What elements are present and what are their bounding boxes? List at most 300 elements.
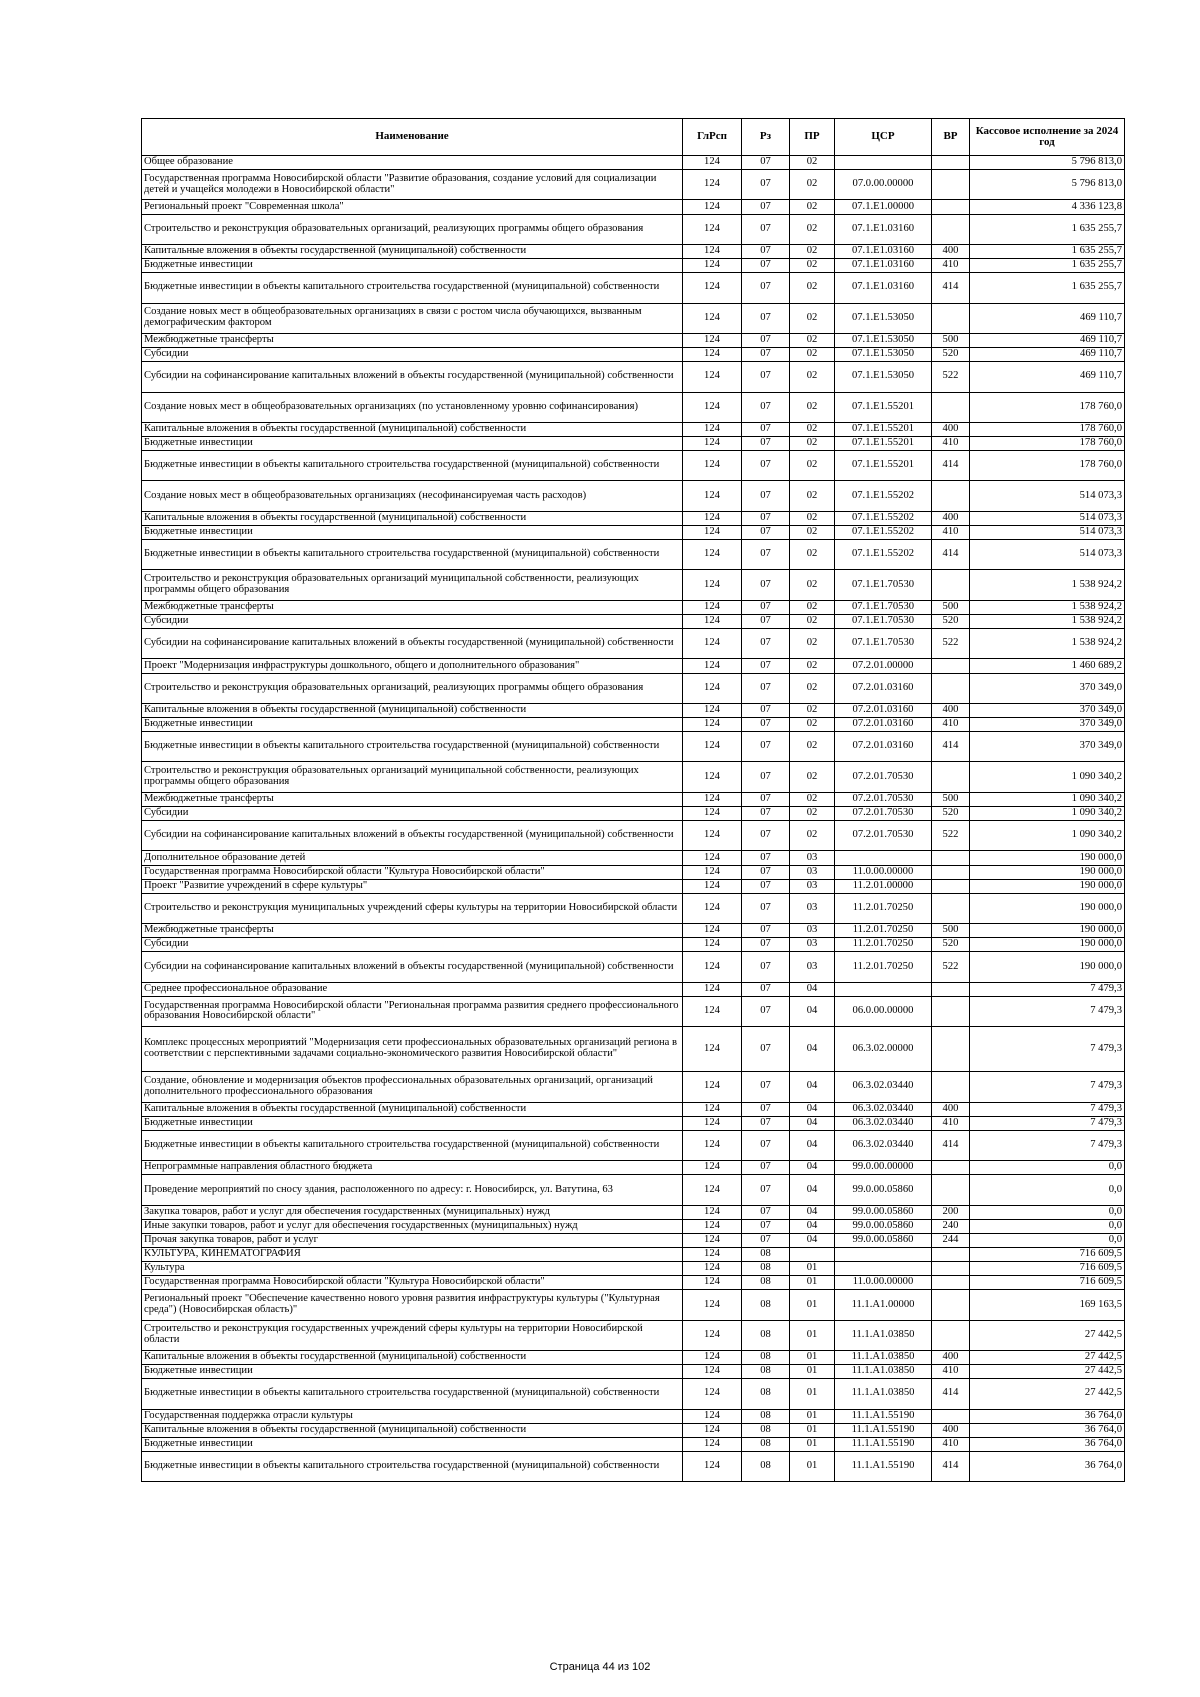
cell-amount: 514 073,3	[970, 481, 1125, 511]
cell-csr: 07.2.01.00000	[835, 659, 932, 673]
table-row	[142, 214, 1125, 244]
table-row	[142, 1205, 1125, 1219]
cell-rz: 07	[742, 851, 790, 865]
table-row	[142, 924, 1125, 938]
table-row	[142, 659, 1125, 673]
cell-vr: 522	[932, 362, 970, 392]
cell-csr: 11.0.00.00000	[835, 865, 932, 879]
cell-amount: 716 609,5	[970, 1247, 1125, 1261]
cell-csr: 07.2.01.03160	[835, 673, 932, 703]
cell-name: Государственная программа Новосибирской области "Культура Новосибирской области"	[142, 865, 683, 879]
cell-pr: 04	[790, 1161, 835, 1175]
table-row	[142, 1365, 1125, 1379]
cell-vr	[932, 982, 970, 996]
table-row	[142, 570, 1125, 600]
cell-name: Создание новых мест в общеобразовательных организациях в связи с ростом числа обучающихся, вызванным демографическим фактором	[142, 303, 683, 333]
table-row	[142, 1116, 1125, 1130]
cell-rz: 07	[742, 952, 790, 982]
cell-name: Строительство и реконструкция образовательных организаций муниципальной собственности, реализующих программы общего образования	[142, 570, 683, 600]
cell-name: Межбюджетные трансферты	[142, 600, 683, 614]
cell-vr	[932, 303, 970, 333]
cell-pr: 02	[790, 703, 835, 717]
cell-csr: 07.1.E1.55201	[835, 422, 932, 436]
cell-glrsp: 124	[683, 1219, 742, 1233]
header-rz: Рз	[742, 119, 790, 156]
cell-glrsp: 124	[683, 1350, 742, 1364]
cell-pr: 03	[790, 851, 835, 865]
cell-rz: 07	[742, 659, 790, 673]
cell-name: Государственная программа Новосибирской области "Развитие образования, создание условий для социализации детей и учащейся молодежи в Новосибирской области"	[142, 170, 683, 200]
cell-glrsp: 124	[683, 525, 742, 539]
cell-rz: 07	[742, 1027, 790, 1072]
cell-name: Создание новых мест в общеобразовательных организациях (по установленному уровню софинансирования)	[142, 392, 683, 422]
cell-rz: 08	[742, 1437, 790, 1451]
cell-amount: 370 349,0	[970, 703, 1125, 717]
cell-rz: 07	[742, 451, 790, 481]
cell-csr: 99.0.00.05860	[835, 1219, 932, 1233]
table-row	[142, 1350, 1125, 1364]
cell-amount: 0,0	[970, 1205, 1125, 1219]
cell-csr: 11.1.A1.00000	[835, 1290, 932, 1320]
cell-csr: 07.1.E1.03160	[835, 259, 932, 273]
cell-pr: 02	[790, 451, 835, 481]
cell-glrsp: 124	[683, 1437, 742, 1451]
cell-csr: 07.2.01.03160	[835, 732, 932, 762]
cell-rz: 08	[742, 1247, 790, 1261]
cell-rz: 07	[742, 511, 790, 525]
cell-vr	[932, 865, 970, 879]
table-row	[142, 1219, 1125, 1233]
cell-pr: 01	[790, 1423, 835, 1437]
cell-csr: 11.2.01.70250	[835, 938, 932, 952]
cell-name: Субсидии на софинансирование капитальных вложений в объекты государственной (муниципальной) собственности	[142, 952, 683, 982]
cell-pr: 04	[790, 1027, 835, 1072]
cell-amount: 7 479,3	[970, 1116, 1125, 1130]
cell-rz: 07	[742, 762, 790, 792]
table-row	[142, 1233, 1125, 1247]
cell-name: Капитальные вложения в объекты государственной (муниципальной) собственности	[142, 703, 683, 717]
cell-glrsp: 124	[683, 1233, 742, 1247]
cell-rz: 07	[742, 362, 790, 392]
cell-amount: 514 073,3	[970, 540, 1125, 570]
cell-csr: 07.2.01.70530	[835, 821, 932, 851]
cell-csr: 07.2.01.70530	[835, 792, 932, 806]
cell-amount: 5 796 813,0	[970, 156, 1125, 170]
cell-amount: 7 479,3	[970, 1072, 1125, 1102]
table-row	[142, 259, 1125, 273]
table-row	[142, 851, 1125, 865]
table-row	[142, 200, 1125, 214]
cell-rz: 08	[742, 1409, 790, 1423]
cell-amount: 0,0	[970, 1175, 1125, 1205]
cell-pr: 03	[790, 865, 835, 879]
cell-pr: 01	[790, 1350, 835, 1364]
cell-amount: 370 349,0	[970, 732, 1125, 762]
cell-glrsp: 124	[683, 244, 742, 258]
table-row	[142, 879, 1125, 893]
cell-vr: 520	[932, 614, 970, 628]
cell-glrsp: 124	[683, 659, 742, 673]
cell-glrsp: 124	[683, 952, 742, 982]
cell-rz: 07	[742, 600, 790, 614]
table-row	[142, 525, 1125, 539]
cell-csr	[835, 156, 932, 170]
cell-name: Бюджетные инвестиции в объекты капитального строительства государственной (муниципальной) собственности	[142, 451, 683, 481]
cell-name: Строительство и реконструкция образовательных организаций муниципальной собственности, реализующих программы общего образования	[142, 762, 683, 792]
cell-name: Непрограммные направления областного бюджета	[142, 1161, 683, 1175]
cell-csr: 07.1.E1.70530	[835, 600, 932, 614]
cell-amount: 1 538 924,2	[970, 570, 1125, 600]
cell-rz: 07	[742, 806, 790, 820]
table-row	[142, 1247, 1125, 1261]
table-row	[142, 1437, 1125, 1451]
table-row	[142, 1409, 1125, 1423]
cell-amount: 469 110,7	[970, 303, 1125, 333]
cell-rz: 07	[742, 996, 790, 1026]
cell-vr: 400	[932, 703, 970, 717]
cell-amount: 7 479,3	[970, 996, 1125, 1026]
cell-name: Капитальные вложения в объекты государственной (муниципальной) собственности	[142, 1350, 683, 1364]
cell-name: Бюджетные инвестиции	[142, 718, 683, 732]
cell-glrsp: 124	[683, 348, 742, 362]
cell-pr: 03	[790, 924, 835, 938]
cell-pr: 02	[790, 200, 835, 214]
cell-rz: 07	[742, 1161, 790, 1175]
cell-name: Бюджетные инвестиции	[142, 259, 683, 273]
table-row	[142, 362, 1125, 392]
cell-pr: 04	[790, 996, 835, 1026]
cell-name: Капитальные вложения в объекты государственной (муниципальной) собственности	[142, 1423, 683, 1437]
cell-name: Бюджетные инвестиции в объекты капитального строительства государственной (муниципальной) собственности	[142, 1451, 683, 1481]
table-row	[142, 732, 1125, 762]
cell-name: Комплекс процессных мероприятий "Модернизация сети профессиональных образовательных организаций региона в соответствии с перспективными задачами социально-экономического развития Новосибирской области"	[142, 1027, 683, 1072]
cell-csr: 07.1.E1.00000	[835, 200, 932, 214]
cell-rz: 07	[742, 718, 790, 732]
cell-pr: 02	[790, 792, 835, 806]
table-row	[142, 938, 1125, 952]
table-row	[142, 1262, 1125, 1276]
cell-csr: 99.0.00.05860	[835, 1175, 932, 1205]
cell-pr: 02	[790, 244, 835, 258]
cell-amount: 716 609,5	[970, 1262, 1125, 1276]
table-row	[142, 1276, 1125, 1290]
cell-vr	[932, 879, 970, 893]
cell-name: Создание новых мест в общеобразовательных организациях (несофинансируемая часть расходов)	[142, 481, 683, 511]
cell-csr: 11.1.A1.03850	[835, 1350, 932, 1364]
cell-name: Дополнительное образование детей	[142, 851, 683, 865]
cell-vr: 500	[932, 924, 970, 938]
cell-amount: 514 073,3	[970, 525, 1125, 539]
cell-name: Иные закупки товаров, работ и услуг для обеспечения государственных (муниципальных) нужд	[142, 1219, 683, 1233]
cell-rz: 07	[742, 673, 790, 703]
budget-execution-table	[141, 118, 1125, 1482]
cell-vr: 414	[932, 540, 970, 570]
cell-pr: 01	[790, 1437, 835, 1451]
cell-glrsp: 124	[683, 924, 742, 938]
cell-vr: 500	[932, 333, 970, 347]
cell-vr	[932, 996, 970, 1026]
cell-rz: 07	[742, 540, 790, 570]
cell-pr: 02	[790, 273, 835, 303]
table-row	[142, 952, 1125, 982]
cell-rz: 07	[742, 629, 790, 659]
cell-vr: 520	[932, 938, 970, 952]
cell-vr	[932, 1247, 970, 1261]
cell-pr: 02	[790, 481, 835, 511]
cell-pr: 03	[790, 938, 835, 952]
cell-glrsp: 124	[683, 938, 742, 952]
cell-glrsp: 124	[683, 156, 742, 170]
cell-pr: 01	[790, 1290, 835, 1320]
cell-pr: 01	[790, 1262, 835, 1276]
cell-vr	[932, 893, 970, 923]
cell-csr: 07.0.00.00000	[835, 170, 932, 200]
cell-vr	[932, 156, 970, 170]
cell-csr: 06.3.02.03440	[835, 1116, 932, 1130]
cell-name: Проведение мероприятий по сносу здания, расположенного по адресу: г. Новосибирск, ул. Ватутина, 63	[142, 1175, 683, 1205]
cell-rz: 07	[742, 1175, 790, 1205]
cell-glrsp: 124	[683, 1290, 742, 1320]
table-row	[142, 170, 1125, 200]
cell-name: Субсидии	[142, 806, 683, 820]
cell-vr	[932, 762, 970, 792]
cell-glrsp: 124	[683, 1451, 742, 1481]
cell-vr: 414	[932, 1451, 970, 1481]
cell-csr: 06.0.00.00000	[835, 996, 932, 1026]
cell-name: Региональный проект "Современная школа"	[142, 200, 683, 214]
table-row	[142, 703, 1125, 717]
cell-csr: 06.3.02.03440	[835, 1130, 932, 1160]
cell-rz: 07	[742, 821, 790, 851]
cell-glrsp: 124	[683, 362, 742, 392]
cell-glrsp: 124	[683, 879, 742, 893]
cell-name: Межбюджетные трансферты	[142, 924, 683, 938]
cell-glrsp: 124	[683, 865, 742, 879]
cell-glrsp: 124	[683, 806, 742, 820]
cell-csr: 07.1.E1.03160	[835, 244, 932, 258]
cell-amount: 7 479,3	[970, 1102, 1125, 1116]
table-row	[142, 540, 1125, 570]
cell-amount: 1 538 924,2	[970, 600, 1125, 614]
table-row	[142, 511, 1125, 525]
cell-name: Субсидии на софинансирование капитальных вложений в объекты государственной (муниципальной) собственности	[142, 821, 683, 851]
table-row	[142, 1379, 1125, 1409]
header-csr: ЦСР	[835, 119, 932, 156]
cell-rz: 07	[742, 273, 790, 303]
table-row	[142, 821, 1125, 851]
cell-pr: 02	[790, 214, 835, 244]
cell-rz: 07	[742, 1233, 790, 1247]
cell-rz: 07	[742, 792, 790, 806]
cell-csr: 07.1.E1.55201	[835, 451, 932, 481]
cell-amount: 1 635 255,7	[970, 244, 1125, 258]
cell-csr: 11.2.01.70250	[835, 924, 932, 938]
cell-amount: 469 110,7	[970, 362, 1125, 392]
cell-amount: 469 110,7	[970, 348, 1125, 362]
cell-csr: 07.1.E1.70530	[835, 570, 932, 600]
table-row	[142, 273, 1125, 303]
cell-csr: 07.1.E1.55201	[835, 392, 932, 422]
cell-csr: 07.1.E1.70530	[835, 629, 932, 659]
cell-amount: 178 760,0	[970, 437, 1125, 451]
cell-csr: 99.0.00.05860	[835, 1205, 932, 1219]
table-row	[142, 422, 1125, 436]
cell-rz: 08	[742, 1276, 790, 1290]
cell-csr: 07.1.E1.53050	[835, 362, 932, 392]
cell-rz: 08	[742, 1451, 790, 1481]
cell-pr: 02	[790, 718, 835, 732]
cell-csr: 07.1.E1.03160	[835, 214, 932, 244]
cell-glrsp: 124	[683, 629, 742, 659]
table-row	[142, 481, 1125, 511]
cell-csr: 11.1.A1.03850	[835, 1320, 932, 1350]
cell-pr: 02	[790, 422, 835, 436]
cell-amount: 178 760,0	[970, 392, 1125, 422]
table-row	[142, 1290, 1125, 1320]
cell-amount: 1 460 689,2	[970, 659, 1125, 673]
table-row	[142, 303, 1125, 333]
cell-csr: 07.2.01.03160	[835, 718, 932, 732]
table-row	[142, 1072, 1125, 1102]
cell-rz: 07	[742, 392, 790, 422]
cell-glrsp: 124	[683, 1175, 742, 1205]
cell-amount: 36 764,0	[970, 1451, 1125, 1481]
cell-amount: 169 163,5	[970, 1290, 1125, 1320]
cell-name: Бюджетные инвестиции	[142, 525, 683, 539]
cell-amount: 178 760,0	[970, 451, 1125, 481]
cell-glrsp: 124	[683, 732, 742, 762]
cell-vr	[932, 170, 970, 200]
table-row	[142, 600, 1125, 614]
cell-rz: 07	[742, 244, 790, 258]
cell-vr	[932, 1320, 970, 1350]
cell-amount: 716 609,5	[970, 1276, 1125, 1290]
cell-pr: 04	[790, 1175, 835, 1205]
cell-name: Субсидии	[142, 348, 683, 362]
cell-pr: 02	[790, 600, 835, 614]
cell-pr: 03	[790, 893, 835, 923]
cell-name: Субсидии на софинансирование капитальных вложений в объекты государственной (муниципальной) собственности	[142, 629, 683, 659]
cell-csr: 11.1.A1.03850	[835, 1379, 932, 1409]
cell-glrsp: 124	[683, 570, 742, 600]
cell-amount: 27 442,5	[970, 1365, 1125, 1379]
cell-csr	[835, 1262, 932, 1276]
cell-name: Бюджетные инвестиции в объекты капитального строительства государственной (муниципальной) собственности	[142, 540, 683, 570]
cell-glrsp: 124	[683, 1409, 742, 1423]
cell-name: КУЛЬТУРА, КИНЕМАТОГРАФИЯ	[142, 1247, 683, 1261]
table-row	[142, 156, 1125, 170]
cell-amount: 190 000,0	[970, 938, 1125, 952]
cell-glrsp: 124	[683, 259, 742, 273]
cell-glrsp: 124	[683, 273, 742, 303]
table-row	[142, 392, 1125, 422]
cell-name: Бюджетные инвестиции	[142, 1437, 683, 1451]
cell-pr: 03	[790, 952, 835, 982]
cell-name: Капитальные вложения в объекты государственной (муниципальной) собственности	[142, 422, 683, 436]
cell-rz: 07	[742, 865, 790, 879]
cell-vr: 414	[932, 1379, 970, 1409]
table-row	[142, 1130, 1125, 1160]
cell-amount: 1 538 924,2	[970, 629, 1125, 659]
cell-name: Капитальные вложения в объекты государственной (муниципальной) собственности	[142, 1102, 683, 1116]
cell-rz: 07	[742, 437, 790, 451]
cell-pr: 02	[790, 673, 835, 703]
cell-name: Бюджетные инвестиции в объекты капитального строительства государственной (муниципальной) собственности	[142, 1130, 683, 1160]
cell-name: Капитальные вложения в объекты государственной (муниципальной) собственности	[142, 244, 683, 258]
cell-pr: 01	[790, 1451, 835, 1481]
cell-csr: 11.1.A1.55190	[835, 1409, 932, 1423]
cell-vr: 522	[932, 629, 970, 659]
cell-rz: 07	[742, 703, 790, 717]
cell-vr: 414	[932, 273, 970, 303]
cell-amount: 27 442,5	[970, 1320, 1125, 1350]
cell-csr: 07.1.E1.55202	[835, 540, 932, 570]
cell-pr: 02	[790, 614, 835, 628]
cell-pr: 01	[790, 1409, 835, 1423]
cell-amount: 36 764,0	[970, 1437, 1125, 1451]
cell-vr: 414	[932, 1130, 970, 1160]
table-body	[142, 156, 1125, 1482]
cell-glrsp: 124	[683, 1276, 742, 1290]
table-row	[142, 614, 1125, 628]
cell-rz: 07	[742, 1116, 790, 1130]
cell-glrsp: 124	[683, 821, 742, 851]
cell-amount: 190 000,0	[970, 924, 1125, 938]
cell-vr	[932, 1072, 970, 1102]
cell-vr: 522	[932, 821, 970, 851]
cell-pr: 02	[790, 511, 835, 525]
table-row	[142, 865, 1125, 879]
cell-csr: 07.1.E1.53050	[835, 333, 932, 347]
cell-glrsp: 124	[683, 762, 742, 792]
cell-pr: 04	[790, 1219, 835, 1233]
cell-glrsp: 124	[683, 792, 742, 806]
cell-glrsp: 124	[683, 200, 742, 214]
cell-glrsp: 124	[683, 1262, 742, 1276]
cell-csr: 11.1.A1.55190	[835, 1437, 932, 1451]
cell-rz: 08	[742, 1423, 790, 1437]
cell-pr: 02	[790, 259, 835, 273]
cell-amount: 1 635 255,7	[970, 273, 1125, 303]
cell-glrsp: 124	[683, 718, 742, 732]
cell-csr: 11.2.01.70250	[835, 893, 932, 923]
cell-rz: 07	[742, 893, 790, 923]
table-row	[142, 244, 1125, 258]
cell-vr	[932, 200, 970, 214]
cell-glrsp: 124	[683, 451, 742, 481]
cell-pr: 02	[790, 659, 835, 673]
cell-csr: 07.2.01.03160	[835, 703, 932, 717]
cell-glrsp: 124	[683, 422, 742, 436]
table-row	[142, 982, 1125, 996]
cell-amount: 7 479,3	[970, 982, 1125, 996]
table-row	[142, 792, 1125, 806]
cell-csr	[835, 851, 932, 865]
cell-name: Закупка товаров, работ и услуг для обеспечения государственных (муниципальных) нужд	[142, 1205, 683, 1219]
cell-vr	[932, 1161, 970, 1175]
cell-name: Создание, обновление и модернизация объектов профессиональных образовательных организаций, организаций дополнительного профессионального образования	[142, 1072, 683, 1102]
cell-csr	[835, 1247, 932, 1261]
cell-pr: 01	[790, 1365, 835, 1379]
cell-csr	[835, 982, 932, 996]
cell-csr: 11.1.A1.55190	[835, 1451, 932, 1481]
cell-pr: 02	[790, 732, 835, 762]
cell-vr	[932, 392, 970, 422]
table-row	[142, 893, 1125, 923]
cell-glrsp: 124	[683, 437, 742, 451]
cell-amount: 36 764,0	[970, 1423, 1125, 1437]
cell-amount: 190 000,0	[970, 879, 1125, 893]
